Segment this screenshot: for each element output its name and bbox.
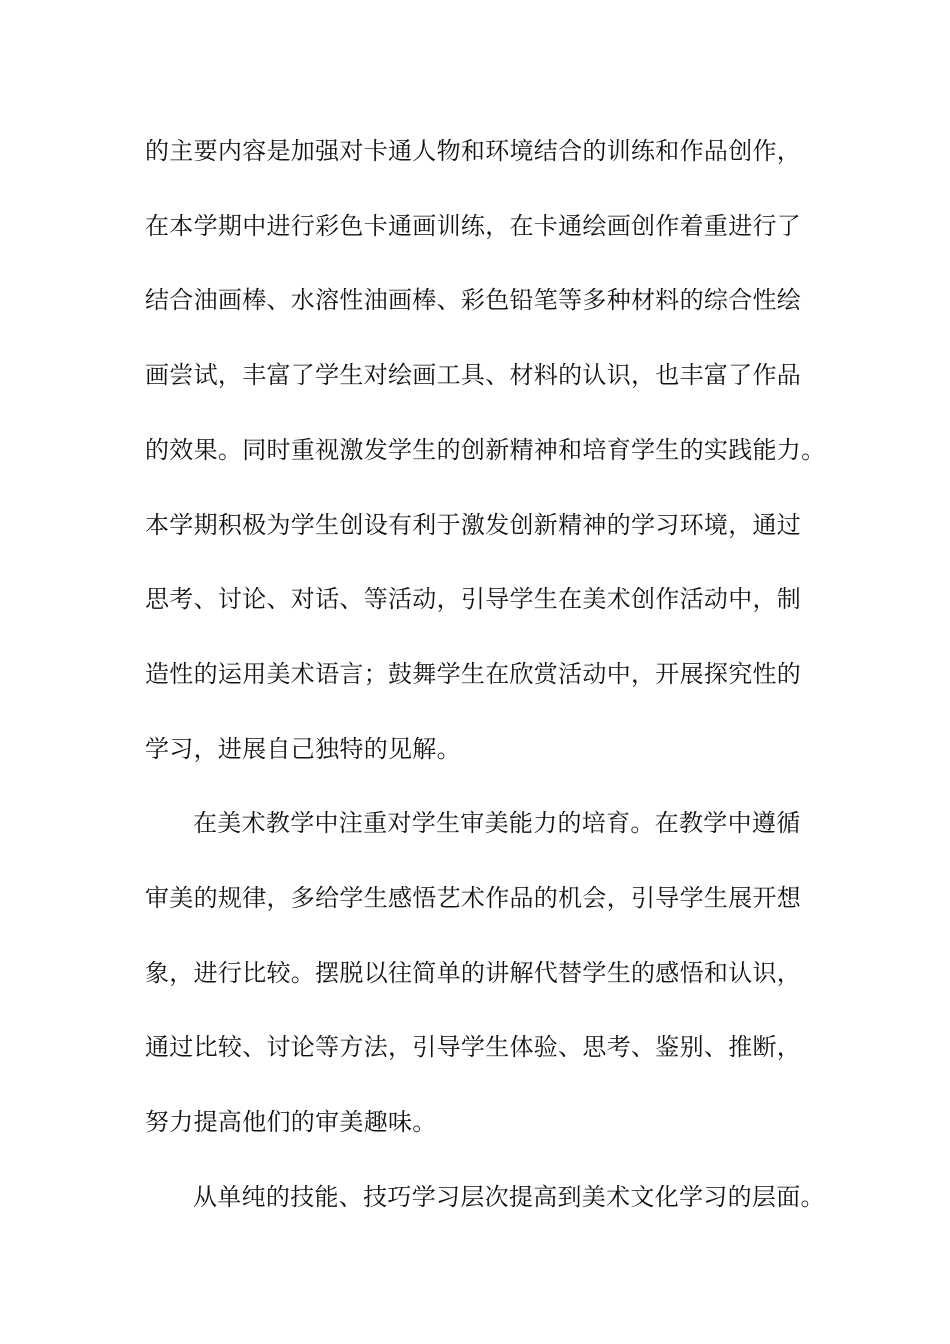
text-line: 审美的规律，多给学生感悟艺术作品的机会，引导学生展开想 xyxy=(145,884,802,912)
text-line: 努力提高他们的审美趣味。 xyxy=(145,1108,437,1136)
text-line: 学习，进展自己独特的见解。 xyxy=(145,735,461,763)
text-line: 的效果。同时重视激发学生的创新精神和培育学生的实践能力。 xyxy=(145,436,826,464)
text-line: 画尝试，丰富了学生对绘画工具、材料的认识，也丰富了作品 xyxy=(145,361,802,389)
text-line: 的主要内容是加强对卡通人物和环境结合的训练和作品创作， xyxy=(145,137,802,165)
text-line: 结合油画棒、水溶性油画棒、彩色铅笔等多种材料的综合性绘 xyxy=(145,286,802,314)
paragraph-first-line: 从单纯的技能、技巧学习层次提高到美术文化学习的层面。 xyxy=(193,1183,825,1211)
text-line: 象，进行比较。摆脱以往简单的讲解代替学生的感悟和认识， xyxy=(145,959,802,987)
text-line: 本学期积极为学生创设有利于激发创新精神的学习环境，通过 xyxy=(145,511,802,539)
text-line: 通过比较、讨论等方法，引导学生体验、思考、鉴别、推断， xyxy=(145,1033,802,1061)
paragraph-first-line: 在美术教学中注重对学生审美能力的培育。在教学中遵循 xyxy=(193,809,801,837)
text-line: 在本学期中进行彩色卡通画训练，在卡通绘画创作着重进行了 xyxy=(145,212,802,240)
text-line: 造性的运用美术语言；鼓舞学生在欣赏活动中，开展探究性的 xyxy=(145,660,802,688)
text-line: 思考、讨论、对话、等活动，引导学生在美术创作活动中，制 xyxy=(145,585,802,613)
